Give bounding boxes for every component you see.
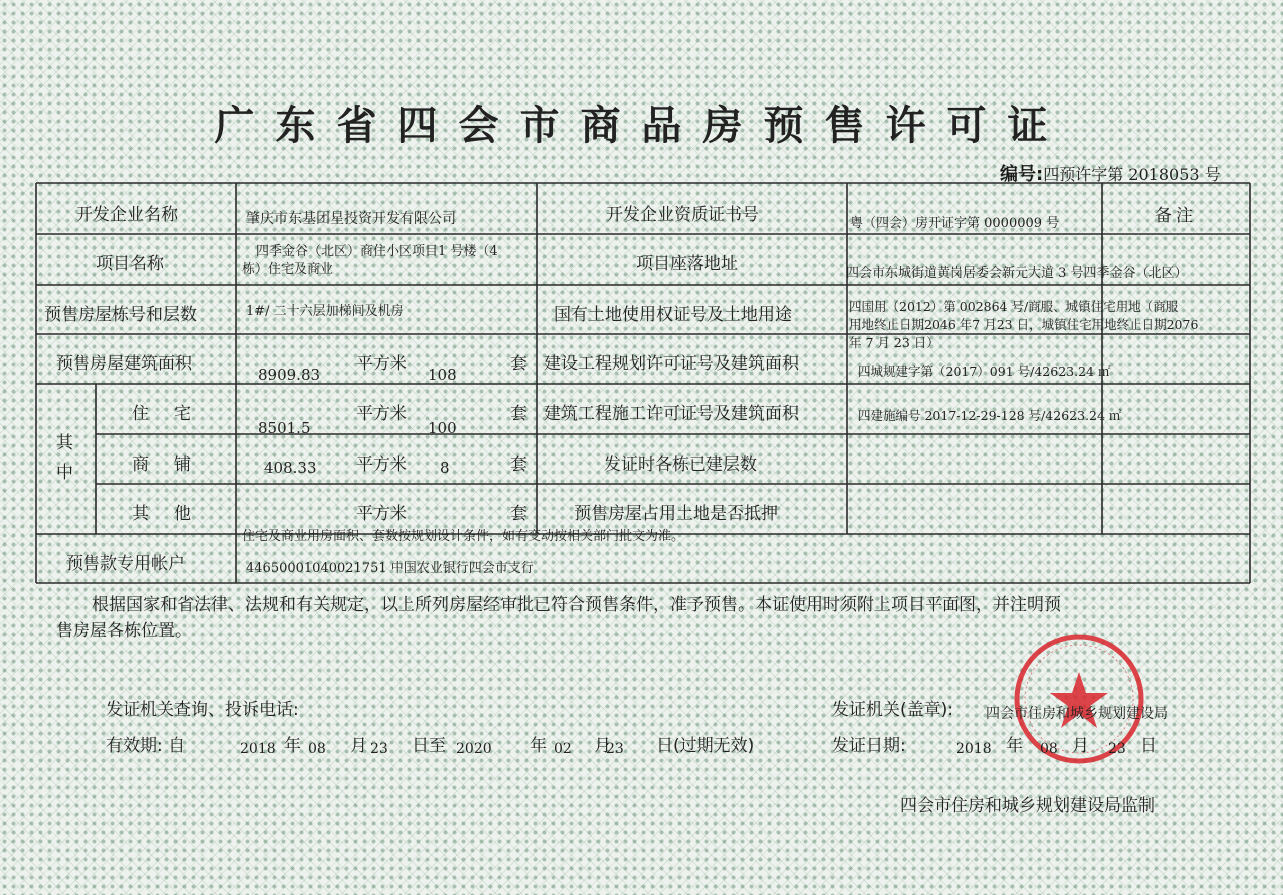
residential-area-value: 8501.5	[258, 419, 311, 437]
construction-value: 四建施编号 2017-12-29-128 号/42623.24 ㎡	[858, 408, 1122, 423]
location-value: 四会市东城街道黄岗居委会新元大道 3 号四季金谷（北区）	[846, 266, 1188, 281]
shop-units-value: 8	[440, 459, 450, 477]
area-sqm-unit: 平方米	[356, 354, 407, 374]
built-floors-label: 发证时各栋已建层数	[604, 455, 757, 475]
validity-expire-note: 日(过期无效)	[656, 736, 755, 756]
statement-line-1: 根据国家和省法律、法规和有关规定，以上所列房屋经审批已符合预售条件，准予预售。本证使用时须附上项目平面图，并注明预	[92, 595, 1061, 615]
area-units-value: 108	[428, 366, 457, 384]
statement-line-2: 售房屋各栋位置。	[56, 621, 192, 641]
validity-to-year: 2020	[456, 741, 492, 757]
project-value-line-1: 四季金谷（北区）商住小区项目1 号楼（4	[256, 244, 498, 259]
project-label: 项目名称	[96, 254, 164, 274]
certificate-number-value: 四预许字第 2018053 号	[1043, 165, 1221, 184]
shop-sqm-unit: 平方米	[356, 455, 407, 475]
shop-area-value: 408.33	[264, 459, 317, 477]
land-value-line-1: 四国用（2012）第 002864 号/商服、城镇住宅用地（商服	[849, 299, 1179, 314]
validity-to-month-char: 月	[594, 736, 611, 756]
of-which-label: 其中	[56, 433, 73, 483]
issue-date-day-char: 日	[1140, 736, 1157, 756]
issue-date-month: 08	[1040, 741, 1058, 757]
hotline-label: 发证机关查询、投诉电话:	[106, 700, 299, 720]
qualification-label: 开发企业资质证书号	[606, 205, 759, 225]
validity-year-char: 年	[284, 736, 301, 756]
issue-date-day: 23	[1108, 741, 1126, 757]
validity-from-month: 08	[308, 741, 326, 757]
area-set-unit: 套	[510, 354, 527, 374]
validity-to-month: 02	[554, 741, 572, 757]
construction-label: 建筑工程施工许可证号及建筑面积	[544, 404, 799, 424]
issuer-label: 发证机关(盖章):	[832, 700, 953, 720]
area-value: 8909.83	[258, 366, 321, 384]
certificate-title: 广东省四会市商品房预售许可证	[214, 103, 1069, 149]
validity-to-year-char: 年	[530, 736, 547, 756]
residential-label: 住宅	[132, 404, 216, 424]
supervisor-label: 四会市住房和城乡规划建设局监制	[900, 796, 1155, 816]
location-label: 项目座落地址	[636, 254, 738, 274]
shop-set-unit: 套	[510, 455, 527, 475]
building-label: 预售房屋栋号和层数	[44, 305, 197, 325]
issue-date-month-char: 月	[1072, 736, 1089, 756]
remarks-label: 备注	[1155, 206, 1197, 226]
issue-date-label: 发证日期:	[832, 736, 906, 756]
validity-from-year: 2018	[240, 741, 276, 757]
account-label: 预售款专用帐户	[66, 554, 185, 574]
issue-date-year: 2018	[956, 741, 992, 757]
account-value: 44650001040021751 中国农业银行四会市支行	[246, 561, 534, 576]
residential-units-value: 100	[428, 419, 457, 437]
validity-to-day: 23	[606, 741, 624, 757]
certificate-number-label: 编号:	[1000, 164, 1044, 185]
qualification-value: 粤（四会）房开证字第 0000009 号	[850, 216, 1060, 231]
other-label: 其他	[132, 504, 216, 524]
other-sqm-unit: 平方米	[356, 504, 407, 524]
building-value: 1#/ 二十六层加梯间及机房	[246, 304, 404, 319]
area-note: 住宅及商业用房面积、套数按规划设计条件，如有变动按相关部门批文为准。	[242, 529, 685, 544]
land-label: 国有土地使用权证号及土地用途	[554, 305, 792, 325]
project-value-line-2: 栋）住宅及商业	[242, 262, 334, 277]
planning-value: 四城规建字第（2017）091 号/42623.24 ㎡	[858, 364, 1111, 379]
shop-label: 商铺	[132, 455, 216, 475]
land-value-line-2: 用地终止日期2046 年7 月23 日，城镇住宅用地终止日期2076	[849, 317, 1199, 332]
issue-date-year-char: 年	[1006, 736, 1023, 756]
planning-label: 建设工程规划许可证号及建筑面积	[544, 354, 799, 374]
developer-value: 肇庆市东基团星投资开发有限公司	[246, 211, 456, 227]
validity-month-char: 月	[350, 736, 367, 756]
residential-set-unit: 套	[510, 404, 527, 424]
validity-label: 有效期: 自	[106, 736, 186, 756]
residential-sqm-unit: 平方米	[356, 404, 407, 424]
mortgage-label: 预售房屋占用土地是否抵押	[574, 504, 778, 524]
validity-from-day: 23	[370, 741, 388, 757]
developer-label: 开发企业名称	[76, 205, 178, 225]
validity-to-label: 日至	[412, 736, 446, 756]
other-set-unit: 套	[510, 504, 527, 524]
land-value-line-3: 年 7 月 23 日）	[849, 335, 939, 350]
issuer-value: 四会市住房和城乡规划建设局	[986, 706, 1168, 722]
area-label: 预售房屋建筑面积	[56, 354, 192, 374]
